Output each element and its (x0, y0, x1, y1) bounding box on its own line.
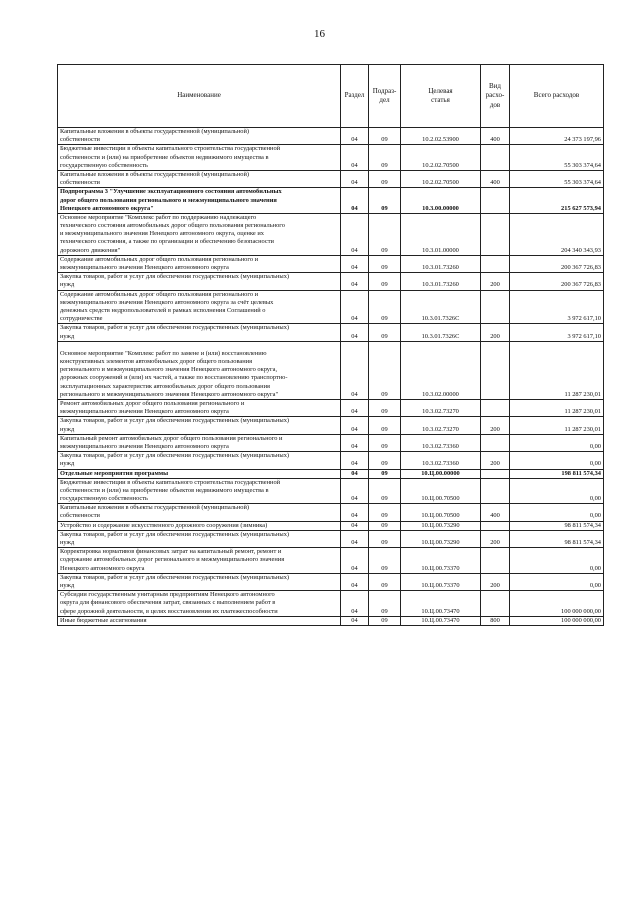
row-subsection: 09 (369, 478, 401, 504)
row-total: 0,00 (510, 548, 604, 574)
row-target-article: 10.2.02.70500 (401, 170, 481, 187)
row-name: Ремонт автомобильных дорог общего пользования регионального и межмуниципального значения Ненецкого автономного округа (58, 400, 341, 417)
row-section: 04 (341, 400, 369, 417)
table-row (58, 548, 604, 574)
row-expense-type: 200 (481, 273, 510, 290)
row-target-article: 10.3.00.00000 (401, 188, 481, 214)
row-expense-type: 800 (481, 616, 510, 625)
row-target-article: 10.3.01.00000 (401, 213, 481, 255)
row-name: Содержание автомобильных дорог общего пользования регионального и межмуниципального значения Ненецкого автономного округа за счёт целевых денежных средств недропользователей в рамках исполнения Соглашений о сотрудничестве (58, 290, 341, 324)
row-expense-type: 200 (481, 573, 510, 590)
row-total: 0,00 (510, 573, 604, 590)
row-subsection: 09 (369, 128, 401, 145)
row-subsection: 09 (369, 548, 401, 574)
row-target-article: 10.3.02.73270 (401, 417, 481, 434)
row-section: 04 (341, 530, 369, 547)
row-total: 0,00 (510, 452, 604, 469)
table-row (58, 170, 604, 187)
row-name: Основное мероприятие "Комплекс работ по поддержанию надлежащего технического состояния автомобильных дорог общего пользования регионального и межмуниципального значения Ненецкого автономного округа, оценке их технического состояния, а также по организации и обеспечению безопасности дорожного движения" (58, 213, 341, 255)
row-target-article: 10.3.01.73260 (401, 255, 481, 272)
table-row (58, 530, 604, 547)
row-subsection: 09 (369, 255, 401, 272)
row-expense-type (481, 290, 510, 324)
row-target-article: 10.2.02.53900 (401, 128, 481, 145)
row-section: 04 (341, 213, 369, 255)
table-row (58, 521, 604, 530)
table-row (58, 469, 604, 478)
table-row (58, 417, 604, 434)
row-name: Содержание автомобильных дорог общего пользования регионального и межмуниципального значения Ненецкого автономного округа (58, 255, 341, 272)
table-row (58, 478, 604, 504)
row-section: 04 (341, 255, 369, 272)
table-row (58, 324, 604, 341)
row-section: 04 (341, 417, 369, 434)
row-name: Бюджетные инвестиции в объекты капитального строительства государственной собственности и (или) на приобретение объектов недвижимого имущества в государственную собственность (58, 145, 341, 171)
row-section: 04 (341, 341, 369, 399)
header-name: Наименование (58, 65, 341, 128)
row-total: 55 303 374,64 (510, 170, 604, 187)
row-section: 04 (341, 324, 369, 341)
table-row (58, 290, 604, 324)
row-target-article: 10.3.02.73360 (401, 452, 481, 469)
row-subsection: 09 (369, 417, 401, 434)
row-subsection: 09 (369, 290, 401, 324)
row-expense-type (481, 548, 510, 574)
row-target-article: 10.3.01.7326С (401, 324, 481, 341)
table-row (58, 616, 604, 625)
table-row (58, 188, 604, 214)
row-total: 3 972 617,10 (510, 324, 604, 341)
row-section: 04 (341, 128, 369, 145)
row-section: 04 (341, 452, 369, 469)
row-total: 11 287 230,01 (510, 341, 604, 399)
table-row (58, 145, 604, 171)
table-row (58, 591, 604, 617)
row-total: 0,00 (510, 478, 604, 504)
row-name: Закупка товаров, работ и услуг для обеспечения государственных (муниципальных) нужд (58, 273, 341, 290)
row-subsection: 09 (369, 504, 401, 521)
row-section: 04 (341, 521, 369, 530)
header-total-expenses: Всего расходов (510, 65, 604, 128)
row-expense-type (481, 213, 510, 255)
row-subsection: 09 (369, 341, 401, 399)
row-expense-type (481, 188, 510, 214)
row-total: 11 287 230,01 (510, 417, 604, 434)
row-target-article: 10.Ц.00.70500 (401, 478, 481, 504)
table-row (58, 128, 604, 145)
row-subsection: 09 (369, 469, 401, 478)
row-target-article: 10.Ц.00.73290 (401, 530, 481, 547)
table-row (58, 504, 604, 521)
row-name: Отдельные мероприятия программы (58, 469, 341, 478)
row-name: Капитальные вложения в объекты государственной (муниципальной) собственности (58, 170, 341, 187)
row-subsection: 09 (369, 400, 401, 417)
row-total: 98 811 574,34 (510, 521, 604, 530)
row-target-article: 10.3.02.00000 (401, 341, 481, 399)
row-subsection: 09 (369, 521, 401, 530)
row-target-article: 10.2.02.70500 (401, 145, 481, 171)
row-subsection: 09 (369, 213, 401, 255)
row-expense-type: 400 (481, 128, 510, 145)
row-section: 04 (341, 504, 369, 521)
row-subsection: 09 (369, 188, 401, 214)
row-name: Закупка товаров, работ и услуг для обеспечения государственных (муниципальных) нужд (58, 452, 341, 469)
row-target-article: 10.3.01.73260 (401, 273, 481, 290)
row-total: 204 340 343,93 (510, 213, 604, 255)
row-expense-type (481, 400, 510, 417)
table-row (58, 255, 604, 272)
row-section: 04 (341, 434, 369, 451)
row-section: 04 (341, 573, 369, 590)
table-row (58, 452, 604, 469)
row-total: 24 373 197,96 (510, 128, 604, 145)
row-target-article: 10.Ц.00.00000 (401, 469, 481, 478)
row-expense-type (481, 469, 510, 478)
table-header-row (58, 65, 604, 128)
page-number: 16 (314, 28, 325, 40)
row-target-article: 10.3.02.73270 (401, 400, 481, 417)
row-target-article: 10.Ц.00.73470 (401, 616, 481, 625)
table-row (58, 213, 604, 255)
row-subsection: 09 (369, 170, 401, 187)
row-total: 100 000 000,00 (510, 591, 604, 617)
row-expense-type: 200 (481, 530, 510, 547)
row-expense-type (481, 521, 510, 530)
row-name: Устройство и содержание искусственного дорожного сооружения (зимника) (58, 521, 341, 530)
table-row (58, 573, 604, 590)
row-expense-type: 200 (481, 324, 510, 341)
row-expense-type (481, 145, 510, 171)
row-expense-type (481, 255, 510, 272)
row-subsection: 09 (369, 273, 401, 290)
row-total: 11 287 230,01 (510, 400, 604, 417)
row-section: 04 (341, 170, 369, 187)
row-subsection: 09 (369, 452, 401, 469)
row-target-article: 10.3.02.73360 (401, 434, 481, 451)
row-total: 200 367 726,83 (510, 273, 604, 290)
row-total: 55 303 374,64 (510, 145, 604, 171)
row-section: 04 (341, 273, 369, 290)
row-section: 04 (341, 145, 369, 171)
row-section: 04 (341, 591, 369, 617)
row-name: Закупка товаров, работ и услуг для обеспечения государственных (муниципальных) нужд (58, 417, 341, 434)
row-name: Закупка товаров, работ и услуг для обеспечения государственных (муниципальных) нужд (58, 530, 341, 547)
row-name: Капитальные вложения в объекты государственной (муниципальной) собственности (58, 504, 341, 521)
row-target-article: 10.Ц.00.73470 (401, 591, 481, 617)
row-target-article: 10.Ц.00.73370 (401, 573, 481, 590)
budget-table (57, 64, 604, 626)
row-name: Иные бюджетные ассигнования (58, 616, 341, 625)
header-subsection: Подраз- дел (369, 65, 401, 128)
table-row (58, 341, 604, 399)
table-body (58, 128, 604, 626)
row-subsection: 09 (369, 324, 401, 341)
row-expense-type (481, 341, 510, 399)
row-section: 04 (341, 290, 369, 324)
row-target-article: 10.Ц.00.73290 (401, 521, 481, 530)
row-expense-type: 200 (481, 417, 510, 434)
row-total: 0,00 (510, 504, 604, 521)
row-name: Основное мероприятие "Комплекс работ по замене и (или) восстановлению конструктивных элементов автомобильных дорог общего пользования регионального и межмуниципального значения Ненецкого автономного округа, дорожных сооружений и (или) их частей, а также по восстановлению транспортно- эксплуатационных характеристик автомобильных дорог общего пользования регионального и межмуниципального значения Ненецкого автономного округа" (58, 341, 341, 399)
row-name: Закупка товаров, работ и услуг для обеспечения государственных (муниципальных) нужд (58, 324, 341, 341)
row-section: 04 (341, 478, 369, 504)
row-subsection: 09 (369, 573, 401, 590)
row-expense-type (481, 434, 510, 451)
row-expense-type (481, 591, 510, 617)
row-total: 98 811 574,34 (510, 530, 604, 547)
row-subsection: 09 (369, 591, 401, 617)
row-expense-type: 200 (481, 452, 510, 469)
row-subsection: 09 (369, 434, 401, 451)
row-subsection: 09 (369, 616, 401, 625)
row-name: Подпрограмма 3 "Улучшение эксплуатационного состояния автомобильных дорог общего пользования регионального и межмуниципального значения Ненецкого автономного округа" (58, 188, 341, 214)
row-target-article: 10.3.01.7326С (401, 290, 481, 324)
row-expense-type: 400 (481, 504, 510, 521)
row-name: Капитальный ремонт автомобильных дорог общего пользования регионального и межмуниципального значения Ненецкого автономного округа (58, 434, 341, 451)
row-name: Капитальные вложения в объекты государственной (муниципальной) собственности (58, 128, 341, 145)
row-subsection: 09 (369, 145, 401, 171)
row-total: 215 627 573,94 (510, 188, 604, 214)
table-row (58, 273, 604, 290)
row-total: 3 972 617,10 (510, 290, 604, 324)
row-expense-type: 400 (481, 170, 510, 187)
row-name: Бюджетные инвестиции в объекты капитального строительства государственной собственности и (или) на приобретение объектов недвижимого имущества в государственную собственность (58, 478, 341, 504)
row-name: Закупка товаров, работ и услуг для обеспечения государственных (муниципальных) нужд (58, 573, 341, 590)
table-row (58, 400, 604, 417)
row-section: 04 (341, 188, 369, 214)
row-total: 200 367 726,83 (510, 255, 604, 272)
row-target-article: 10.Ц.00.70500 (401, 504, 481, 521)
header-expense-type: Вид расхо- дов (481, 65, 510, 128)
header-section: Раздел (341, 65, 369, 128)
table-row (58, 434, 604, 451)
header-target-article: Целевая статья (401, 65, 481, 128)
row-total: 0,00 (510, 434, 604, 451)
row-section: 04 (341, 548, 369, 574)
row-total: 198 811 574,34 (510, 469, 604, 478)
row-section: 04 (341, 469, 369, 478)
row-section: 04 (341, 616, 369, 625)
row-subsection: 09 (369, 530, 401, 547)
row-target-article: 10.Ц.00.73370 (401, 548, 481, 574)
row-name: Субсидии государственным унитарным предприятиям Ненецкого автономного округа для финансового обеспечения затрат, связанных с выполнением работ в сфере дорожной деятельности, в целях восстановления их платежеспособности (58, 591, 341, 617)
row-name: Корректировка нормативов финансовых затрат на капитальный ремонт, ремонт и содержание автомобильных дорог регионального и межмуниципального значения Ненецкого автономного округа (58, 548, 341, 574)
row-expense-type (481, 478, 510, 504)
row-total: 100 000 000,00 (510, 616, 604, 625)
